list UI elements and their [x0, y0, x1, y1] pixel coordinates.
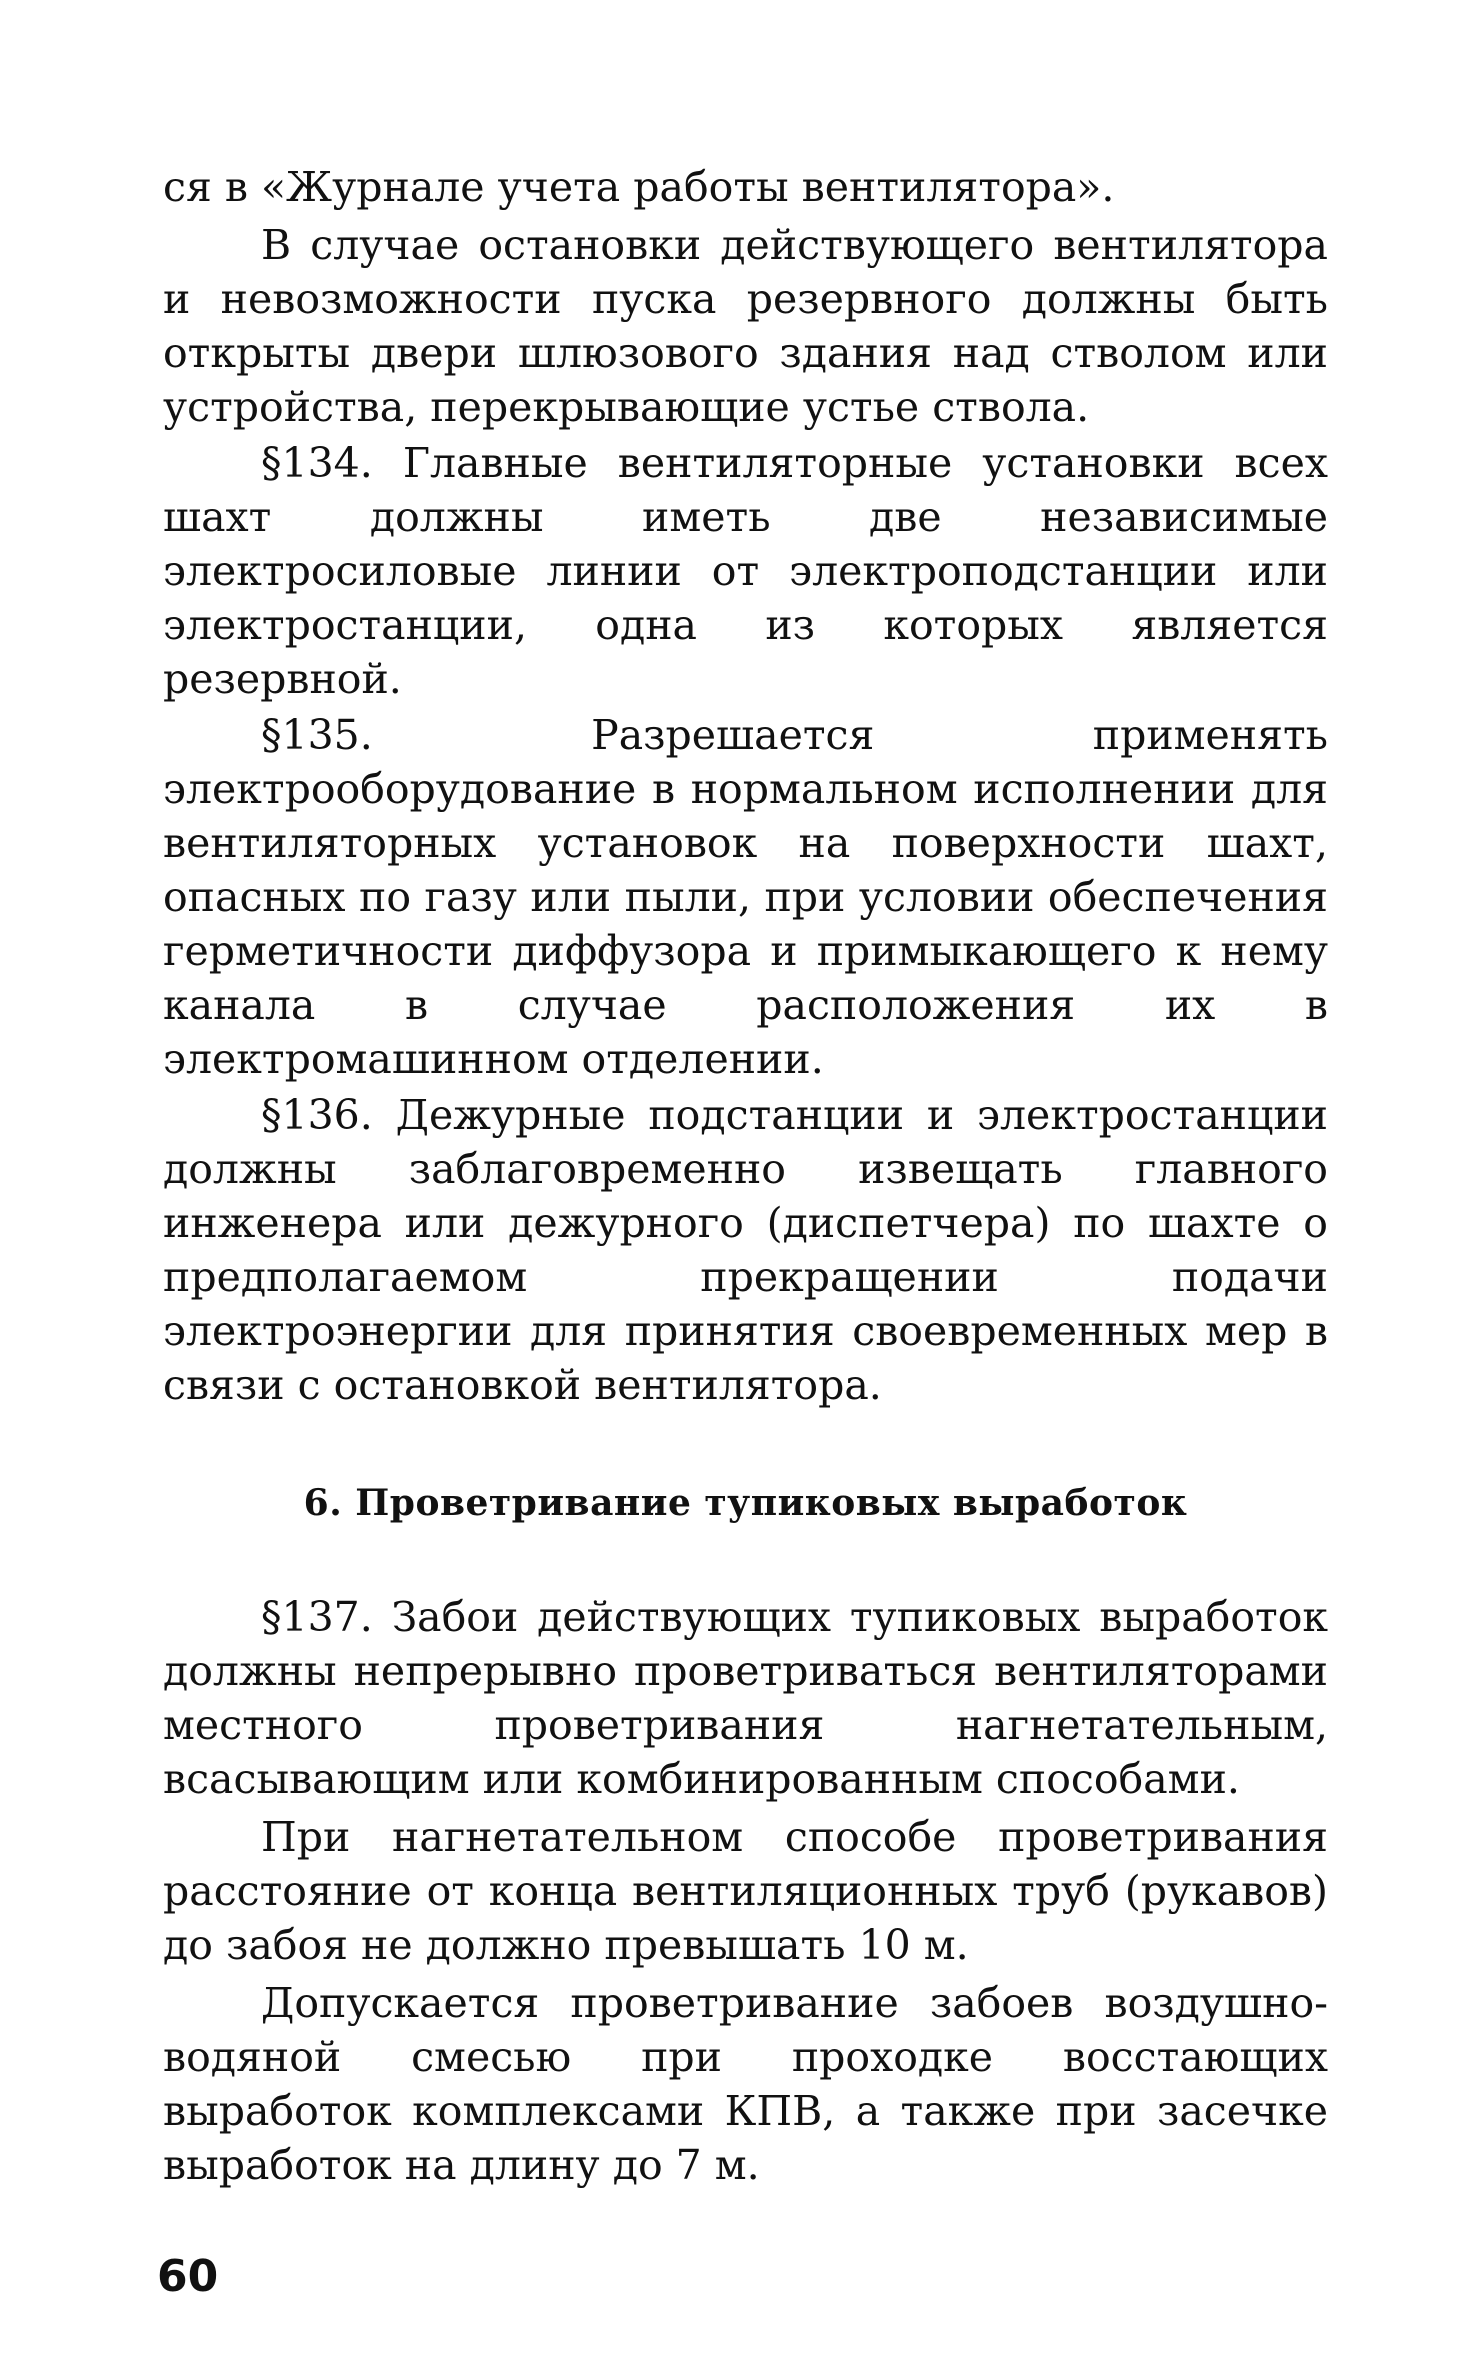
- paragraph-air-water-mixture: Допускается проветривание забоев воздушно-водяной смесью при проходке восстающих выработок комплексами КПВ, а также при засечке выработок на длину до 7 м.: [163, 1979, 1328, 2189]
- page-number: 60: [157, 2251, 219, 2302]
- paragraph-section-137: §137. Забои действующих тупиковых выработок должны непрерывно проветриваться вентиляторами местного проветривания нагнетательным, всасывающим или комбинированным способами.: [163, 1593, 1328, 1803]
- paragraph-continuation: ся в «Журнале учета работы вентилятора».: [163, 163, 1115, 211]
- paragraph-section-136: §136. Дежурные подстанции и электростанции должны заблаговременно извещать главного инженера или дежурного (диспетчера) по шахте о предполагаемом прекращении подачи электроэнергии для принятия своевременных мер в связи с остановкой вентилятора.: [163, 1091, 1328, 1409]
- paragraph-ventilator-stop: В случае остановки действующего вентилятора и невозможности пуска резервного должны быть открыты двери шлюзового здания над стволом или устройства, перекрывающие устье ствола.: [163, 221, 1328, 431]
- page-content: [163, 160, 1328, 2192]
- paragraph-section-135: §135. Разрешается применять электрооборудование в нормальном исполнении для вентиляторных установок на поверхности шахт, опасных по газу или пыли, при условии обеспечения герметичности диффузора и примыкающего к нему канала в случае расположения их в электромашинном отделении.: [163, 711, 1328, 1083]
- paragraph-section-134: §134. Главные вентиляторные установки всех шахт должны иметь две независимые электросиловые линии от электроподстанции или электростанции, одна из которых является резервной.: [163, 439, 1328, 703]
- paragraph-forcing-method: При нагнетательном способе проветривания расстояние от конца вентиляционных труб (рукавов) до забоя не должно превышать 10 м.: [163, 1813, 1328, 1969]
- section-heading: 6. Проветривание тупиковых выработок: [303, 1482, 1188, 1524]
